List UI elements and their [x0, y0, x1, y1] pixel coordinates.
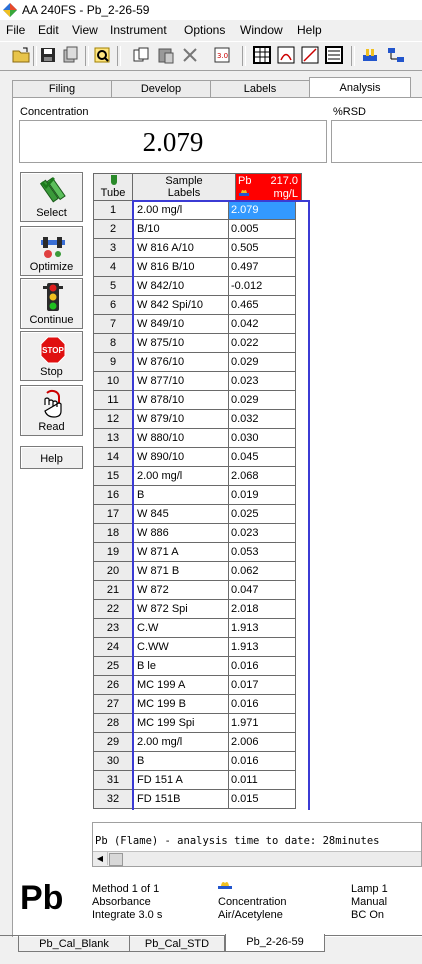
pb-concentration-value[interactable]: 0.029	[229, 353, 296, 372]
tube-number: 11	[93, 391, 133, 410]
sample-label[interactable]: C.W	[133, 619, 229, 638]
tube-number: 12	[93, 410, 133, 429]
calibration-label: Concentration	[218, 896, 287, 908]
tube-number: 21	[93, 581, 133, 600]
pb-concentration-value[interactable]: -0.012	[229, 277, 296, 296]
table-row[interactable]	[93, 695, 312, 714]
sample-label[interactable]: W 816 A/10	[133, 239, 229, 258]
sample-label[interactable]: W 880/10	[133, 429, 229, 448]
sample-label[interactable]: MC 199 Spi	[133, 714, 229, 733]
pb-header-unit: mg/L	[273, 188, 298, 200]
results-table	[93, 201, 312, 809]
table-row[interactable]	[93, 315, 312, 334]
optimize-button[interactable]	[20, 226, 83, 276]
sample-label[interactable]: B	[133, 752, 229, 771]
lamp-label: Lamp 1	[351, 883, 388, 895]
sample-label[interactable]: FD 151 A	[133, 771, 229, 790]
menu-view[interactable]: View	[72, 23, 98, 37]
tube-number: 19	[93, 543, 133, 562]
table-row[interactable]	[93, 296, 312, 315]
sample-label[interactable]: W 816 B/10	[133, 258, 229, 277]
sample-label[interactable]: B/10	[133, 220, 229, 239]
table-row[interactable]	[93, 391, 312, 410]
open-folder-icon[interactable]	[11, 45, 31, 65]
sample-label[interactable]: W 875/10	[133, 334, 229, 353]
help-button-label: Help	[40, 453, 63, 465]
sample-label[interactable]: MC 199 A	[133, 676, 229, 695]
tube-number: 16	[93, 486, 133, 505]
menu-options[interactable]: Options	[184, 23, 226, 37]
pb-concentration-value[interactable]: 0.011	[229, 771, 296, 790]
sample-label[interactable]: W 842/10	[133, 277, 229, 296]
tube-number: 2	[93, 220, 133, 239]
tube-number: 27	[93, 695, 133, 714]
menu-window[interactable]: Window	[240, 23, 283, 37]
pb-concentration-value[interactable]: 0.023	[229, 524, 296, 543]
pb-column-header[interactable]	[236, 173, 302, 201]
sample-label[interactable]: W 872 Spi	[133, 600, 229, 619]
tube-number: 23	[93, 619, 133, 638]
pb-header-element: Pb	[238, 175, 252, 187]
sample-label[interactable]: W 849/10	[133, 315, 229, 334]
sample-label[interactable]: W 878/10	[133, 391, 229, 410]
pb-concentration-value[interactable]: 0.022	[229, 334, 296, 353]
sample-label[interactable]: C.WW	[133, 638, 229, 657]
mode-label: Absorbance	[92, 896, 151, 908]
sample-label[interactable]: W 845	[133, 505, 229, 524]
copy-doc-icon[interactable]	[60, 45, 80, 65]
hand-pointer-icon	[39, 389, 67, 419]
pb-concentration-value[interactable]: 0.023	[229, 372, 296, 391]
tube-header-label: Tube	[100, 187, 126, 199]
table-row[interactable]	[93, 733, 312, 752]
pb-concentration-value[interactable]: 0.016	[229, 657, 296, 676]
sample-label[interactable]: W 872	[133, 581, 229, 600]
optimize-button-label: Optimize	[29, 261, 74, 273]
table-row[interactable]	[93, 258, 312, 277]
method-info	[92, 883, 162, 922]
gas-label: Air/Acetylene	[218, 909, 283, 921]
table-row[interactable]	[93, 467, 312, 486]
select-button-label: Select	[36, 207, 67, 219]
scroll-thumb[interactable]	[109, 853, 123, 866]
tube-icon	[110, 175, 118, 185]
sample-label[interactable]: B	[133, 486, 229, 505]
sample-label[interactable]: W 886	[133, 524, 229, 543]
calibration-info	[218, 896, 287, 922]
tube-number: 1	[93, 201, 133, 220]
table-row[interactable]	[93, 714, 312, 733]
sample-label[interactable]: B le	[133, 657, 229, 676]
optimize-icon	[39, 230, 67, 260]
tube-number: 28	[93, 714, 133, 733]
stop-button[interactable]	[20, 331, 83, 381]
tube-number: 10	[93, 372, 133, 391]
table-row[interactable]	[93, 277, 312, 296]
element-symbol: Pb	[20, 879, 64, 917]
tube-number: 30	[93, 752, 133, 771]
title-bar	[0, 0, 422, 21]
pb-concentration-value[interactable]: 0.045	[229, 448, 296, 467]
tab-labels[interactable]: Labels	[210, 80, 310, 97]
concentration-value: 2.079	[142, 127, 204, 157]
pb-concentration-value[interactable]: 1.971	[229, 714, 296, 733]
tube-number: 31	[93, 771, 133, 790]
tube-number: 14	[93, 448, 133, 467]
instrument-icon[interactable]	[360, 45, 380, 65]
tube-number: 26	[93, 676, 133, 695]
pb-concentration-value[interactable]: 0.062	[229, 562, 296, 581]
table-row[interactable]	[93, 334, 312, 353]
table-row[interactable]	[93, 486, 312, 505]
app-icon	[2, 2, 18, 18]
table-row[interactable]	[93, 448, 312, 467]
table-row[interactable]	[93, 752, 312, 771]
delete-icon[interactable]	[180, 45, 200, 65]
pb-concentration-value[interactable]: 0.497	[229, 258, 296, 277]
tube-number: 3	[93, 239, 133, 258]
pb-concentration-value[interactable]: 0.019	[229, 486, 296, 505]
calc-icon[interactable]	[212, 45, 232, 65]
tube-number: 6	[93, 296, 133, 315]
scroll-left-icon[interactable]: ◀	[93, 852, 108, 865]
pdf-icon[interactable]	[276, 45, 296, 65]
tube-number: 22	[93, 600, 133, 619]
labels-header-line1: Sample	[165, 175, 203, 187]
pb-concentration-value[interactable]: 0.505	[229, 239, 296, 258]
concentration-label: Concentration	[20, 106, 89, 118]
table-row[interactable]	[93, 505, 312, 524]
svg-text:3.0: 3.0	[217, 52, 229, 60]
table-row[interactable]	[93, 239, 312, 258]
pb-concentration-value[interactable]: 0.042	[229, 315, 296, 334]
tube-number: 20	[93, 562, 133, 581]
pb-concentration-value[interactable]: 0.029	[229, 391, 296, 410]
labels-header-line2: Labels	[167, 187, 201, 199]
stop-button-label: Stop	[40, 366, 63, 378]
table-row[interactable]	[93, 676, 312, 695]
tab-develop[interactable]: Develop	[111, 80, 211, 97]
sample-label[interactable]: 2.00 mg/l	[133, 467, 229, 486]
tube-column-header[interactable]	[93, 173, 133, 201]
tab-pb-cal-std[interactable]: Pb_Cal_STD	[130, 936, 225, 952]
tube-number: 15	[93, 467, 133, 486]
find-icon[interactable]	[92, 45, 112, 65]
menu-bar	[0, 20, 422, 40]
menu-file[interactable]: File	[6, 23, 26, 37]
sample-label[interactable]: W 871 B	[133, 562, 229, 581]
table-row[interactable]	[93, 543, 312, 562]
tube-number: 17	[93, 505, 133, 524]
window-title: AA 240FS - Pb_2-26-59	[22, 3, 150, 17]
sample-label[interactable]: W 842 Spi/10	[133, 296, 229, 315]
pb-concentration-value[interactable]: 0.053	[229, 543, 296, 562]
pb-header-wavelength: 217.0	[270, 175, 298, 187]
pb-concentration-value[interactable]: 0.465	[229, 296, 296, 315]
select-test-tubes-icon	[39, 176, 67, 206]
tube-number: 9	[93, 353, 133, 372]
tube-number: 13	[93, 429, 133, 448]
status-log[interactable]	[92, 822, 422, 867]
table-row[interactable]	[93, 638, 312, 657]
table-row[interactable]	[93, 657, 312, 676]
pb-concentration-value[interactable]: 2.006	[229, 733, 296, 752]
sample-label[interactable]: FD 151B	[133, 790, 229, 809]
table-row[interactable]	[93, 600, 312, 619]
table-row[interactable]	[93, 410, 312, 429]
tube-number: 25	[93, 657, 133, 676]
table-view-icon[interactable]	[252, 45, 272, 65]
list-view-icon[interactable]	[324, 45, 344, 65]
sample-label[interactable]: 2.00 mg/l	[133, 733, 229, 752]
tube-number: 5	[93, 277, 133, 296]
graph-view-icon[interactable]	[300, 45, 320, 65]
table-row[interactable]	[93, 562, 312, 581]
table-row[interactable]	[93, 771, 312, 790]
table-row[interactable]	[93, 524, 312, 543]
tube-number: 7	[93, 315, 133, 334]
integrate-label: Integrate 3.0 s	[92, 909, 163, 921]
pb-concentration-value[interactable]: 0.017	[229, 676, 296, 695]
network-icon[interactable]	[386, 45, 406, 65]
continue-button[interactable]	[20, 278, 83, 329]
horizontal-scrollbar[interactable]	[93, 851, 421, 866]
pb-concentration-value[interactable]: 2.079	[229, 201, 296, 220]
pb-concentration-value[interactable]: 0.047	[229, 581, 296, 600]
rsd-display	[331, 120, 422, 163]
tab-analysis[interactable]: Analysis	[309, 77, 411, 98]
help-button[interactable]	[20, 446, 83, 469]
table-row[interactable]	[93, 201, 312, 220]
stop-sign-icon	[39, 335, 67, 365]
tube-number: 8	[93, 334, 133, 353]
sample-label[interactable]: W 877/10	[133, 372, 229, 391]
pb-concentration-value[interactable]: 1.913	[229, 619, 296, 638]
traffic-light-icon	[39, 282, 67, 312]
continue-button-label: Continue	[29, 314, 74, 326]
table-row[interactable]	[93, 790, 312, 809]
pb-concentration-value[interactable]: 1.913	[229, 638, 296, 657]
concentration-display	[19, 120, 327, 163]
tab-pb-cal-blank[interactable]: Pb_Cal_Blank	[18, 936, 130, 952]
status-log-text: Pb (Flame) - analysis time to date: 28minutes	[95, 835, 380, 847]
sample-label[interactable]: W 890/10	[133, 448, 229, 467]
read-button-label: Read	[38, 421, 65, 433]
sample-label[interactable]: W 871 A	[133, 543, 229, 562]
table-bottom-gap	[93, 810, 312, 816]
labels-column-header[interactable]	[133, 173, 236, 201]
pb-concentration-value[interactable]: 2.068	[229, 467, 296, 486]
save-icon[interactable]	[38, 45, 58, 65]
table-row[interactable]	[93, 619, 312, 638]
bc-label: BC On	[351, 909, 385, 921]
sample-label[interactable]: W 876/10	[133, 353, 229, 372]
table-row[interactable]	[93, 220, 312, 239]
copy-icon[interactable]	[131, 45, 151, 65]
tube-number: 4	[93, 258, 133, 277]
sample-label[interactable]: 2.00 mg/l	[133, 201, 229, 220]
read-button[interactable]	[20, 385, 83, 436]
tube-number: 18	[93, 524, 133, 543]
pb-concentration-value[interactable]: 0.016	[229, 695, 296, 714]
tube-number: 29	[93, 733, 133, 752]
tube-number: 24	[93, 638, 133, 657]
manual-label: Manual	[351, 896, 388, 908]
menu-edit[interactable]: Edit	[38, 23, 59, 37]
table-row[interactable]	[93, 429, 312, 448]
select-button[interactable]	[20, 172, 83, 222]
sample-label[interactable]: W 879/10	[133, 410, 229, 429]
pb-concentration-value[interactable]: 0.016	[229, 752, 296, 771]
table-row[interactable]	[93, 353, 312, 372]
table-row[interactable]	[93, 372, 312, 391]
stop-sign-text: STOP	[42, 346, 64, 355]
flame-burner-icon	[218, 880, 232, 890]
rsd-label: %RSD	[333, 106, 367, 118]
method-label: Method 1 of 1	[92, 883, 160, 895]
lamp-info	[351, 883, 388, 922]
pb-concentration-value[interactable]: 0.025	[229, 505, 296, 524]
pb-concentration-value[interactable]: 2.018	[229, 600, 296, 619]
toolbar	[0, 41, 422, 71]
pb-concentration-value[interactable]: 0.015	[229, 790, 296, 809]
tab-filing[interactable]: Filing	[12, 80, 112, 97]
paste-icon[interactable]	[156, 45, 176, 65]
menu-instrument[interactable]: Instrument	[110, 23, 167, 37]
tab-pb-2-26-59[interactable]: Pb_2-26-59	[225, 934, 325, 952]
pb-concentration-value[interactable]: 0.032	[229, 410, 296, 429]
menu-help[interactable]: Help	[297, 23, 322, 37]
flame-icon	[239, 188, 249, 197]
tube-number: 32	[93, 790, 133, 809]
pb-concentration-value[interactable]: 0.030	[229, 429, 296, 448]
table-row[interactable]	[93, 581, 312, 600]
pb-concentration-value[interactable]: 0.005	[229, 220, 296, 239]
sample-label[interactable]: MC 199 B	[133, 695, 229, 714]
